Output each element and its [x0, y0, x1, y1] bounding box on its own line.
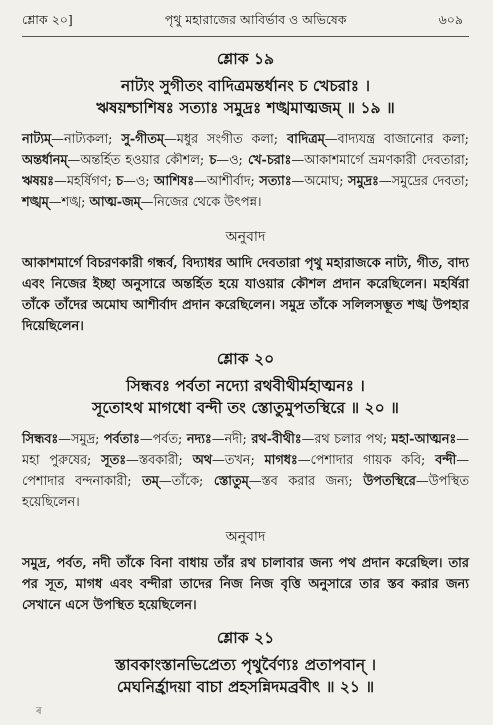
synonym-meaning: —উপস্থিত হয়েছিলেন। — [22, 474, 469, 510]
synonym-term: সূতঃ — [101, 453, 127, 468]
verse-20-synonyms — [22, 429, 469, 513]
verse-19-synonyms — [22, 129, 469, 213]
header-verse-ref: শ্লোক ২০] — [22, 12, 73, 27]
synonym-term: আশিষঃ — [153, 174, 195, 189]
synonym-term: স্তোতুম্ — [213, 474, 249, 489]
synonym-meaning: —আশীর্বাদ; — [194, 174, 260, 189]
synonym-term: অথ — [192, 453, 212, 468]
verse-20-line-1: সিন্ধবঃ পর্বতা নদ্যো রথবীথীর্মহাত্মনঃ । — [126, 376, 365, 395]
footer-mark: ৰ — [36, 706, 42, 717]
verse-20-translation: সমুদ্র, পর্বত, নদী তাঁকে বিনা বাধায় তাঁর রথ চালাবার জন্য পথ প্রদান করেছিল। তার পর সূত, মাগধ এবং বন্দীরা তাদের নিজ নিজ বৃত্তি অনুসারে তার স্তব করার জন্য সেখানে এসে উপস্থিত হয়েছিলেন। — [22, 556, 469, 613]
synonym-term: মহা-আত্মনঃ — [391, 432, 457, 447]
synonym-meaning: —আকাশমার্গে ভ্রমণকারী দেবতারা; — [291, 153, 469, 168]
synonym-term: নদ্যঃ — [186, 432, 212, 447]
verse-21-line-1: স্তাবকাংস্তানভিপ্রেত্য পৃথুর্বৈণ্যঃ প্রতাপবান্ । — [114, 655, 377, 674]
synonym-term: বাদিত্রম্ — [287, 132, 325, 147]
synonym-term: ঋষয়ঃ — [22, 174, 55, 189]
verse-19-line-1: নাট্যং সুগীতং বাদিত্রমন্তর্ধানং চ খেচরাঃ । — [121, 76, 370, 95]
synonym-meaning: —পেশাদার গায়ক কবি; — [297, 453, 436, 468]
synonym-term: তম্ — [142, 474, 159, 489]
synonym-meaning: —রথ চলার পথ; — [301, 432, 392, 447]
synonym-term: অন্তর্ধানম্ — [22, 153, 68, 168]
page-number: ৬০৯ — [438, 12, 463, 27]
synonym-term: সু-গীতম্ — [121, 132, 164, 147]
verse-20-translation-title: অনুবাদ — [225, 529, 266, 545]
synonym-term: সিন্ধবঃ — [22, 432, 59, 447]
synonym-meaning: —মধুর সংগীত কলা; — [163, 132, 288, 147]
verse-19-label: শ্লোক ১৯ — [216, 49, 275, 68]
verse-20-label: শ্লোক ২০ — [216, 349, 275, 368]
synonym-meaning: —মহা পুরুষের; — [22, 432, 469, 468]
synonym-meaning: —সমুদ্রের দেবতা; — [378, 174, 469, 189]
synonym-meaning: —বাদ্যযন্ত্র বাজানোর কলা; — [324, 132, 469, 147]
synonym-term: চ — [209, 153, 217, 168]
synonym-meaning: —শঙ্খ; — [48, 195, 90, 210]
synonym-term: উপতস্থিরে — [363, 474, 416, 489]
verse-20-sanskrit — [22, 375, 469, 419]
synonym-meaning: —মহর্ষিগণ; — [54, 174, 117, 189]
synonym-meaning: —অন্তর্হিত হওয়ার কৌশল; — [67, 153, 210, 168]
synonym-meaning: —স্তব করার জন্য; — [248, 474, 364, 489]
synonym-term: সত্যাঃ — [259, 174, 292, 189]
verse-19-translation: আকাশমার্গে বিচরণকারী গন্ধর্ব, বিদ্যাধর আদি দেবতারা পৃথু মহারাজকে নাট্য, গীত, বাদ্য এবং নিজের ইচ্ছা অনুসারে অন্তর্হিত হয়ে যাওয়ার কৌশল প্রদান করেছিলেন। মহর্ষিরা তাঁকে তাঁদের অমোঘ আশীর্বাদ প্রদান করেছিলেন। সমুদ্র তাঁকে সলিলসম্ভূত শঙ্খ উপহার দিয়েছিলেন। — [22, 256, 469, 334]
synonym-meaning: —নিজের থেকে উৎপন্ন। — [140, 195, 262, 210]
synonym-meaning: —পেশাদার বন্দনাকারী; — [22, 453, 469, 489]
synonym-term: নাট্যম্ — [22, 132, 52, 147]
synonym-meaning: —ও; — [123, 174, 154, 189]
header-chapter-title: পৃথু মহারাজের আবির্ভাব ও অভিষেক — [164, 12, 347, 27]
synonym-term: সমুদ্রঃ — [347, 174, 379, 189]
verse-19-sanskrit — [22, 75, 469, 119]
synonym-meaning: —তাঁকে; — [158, 474, 214, 489]
synonym-term: চ — [116, 174, 124, 189]
synonym-meaning: —ও; — [216, 153, 248, 168]
synonym-meaning: —নদী; — [211, 432, 252, 447]
page-header — [22, 6, 469, 37]
verse-21-line-2: মেঘনির্হ্রাদয়া বাচা প্রহসন্নিদমব্রবীৎ ॥ ২১ ॥ — [116, 677, 375, 696]
verse-19-line-2: ঋষয়শ্চাশিষঃ সত্যাঃ সমুদ্রঃ শঙ্খমাত্মজম্ ॥ ১৯ ॥ — [96, 98, 395, 117]
synonym-meaning: —স্তবকারী; — [126, 453, 193, 468]
verse-21-sanskrit — [22, 654, 469, 698]
verse-21-label: শ্লোক ২১ — [216, 628, 275, 647]
synonym-meaning: —অমোঘ; — [291, 174, 348, 189]
synonym-term: আত্ম-জম্ — [89, 195, 141, 210]
synonym-term: বন্দী — [435, 453, 457, 468]
synonym-meaning: —সমুদ্র; — [58, 432, 104, 447]
synonym-term: রথ-বীথীঃ — [251, 432, 302, 447]
synonym-term: শঙ্খম্ — [22, 195, 49, 210]
synonym-meaning: —নাট্যকলা; — [51, 132, 122, 147]
verse-20-line-2: সূতোঽথ মাগধো বন্দী তং স্তোতুমুপতস্থিরে ॥ ২০ ॥ — [92, 398, 399, 417]
synonym-term: পর্বতাঃ — [103, 432, 140, 447]
synonym-meaning: —পর্বত; — [139, 432, 187, 447]
verse-19-translation-title: অনুবাদ — [225, 229, 266, 245]
synonym-term: খে-চরাঃ — [247, 153, 292, 168]
synonym-term: মাগধঃ — [264, 453, 298, 468]
synonym-meaning: —তখন; — [212, 453, 265, 468]
